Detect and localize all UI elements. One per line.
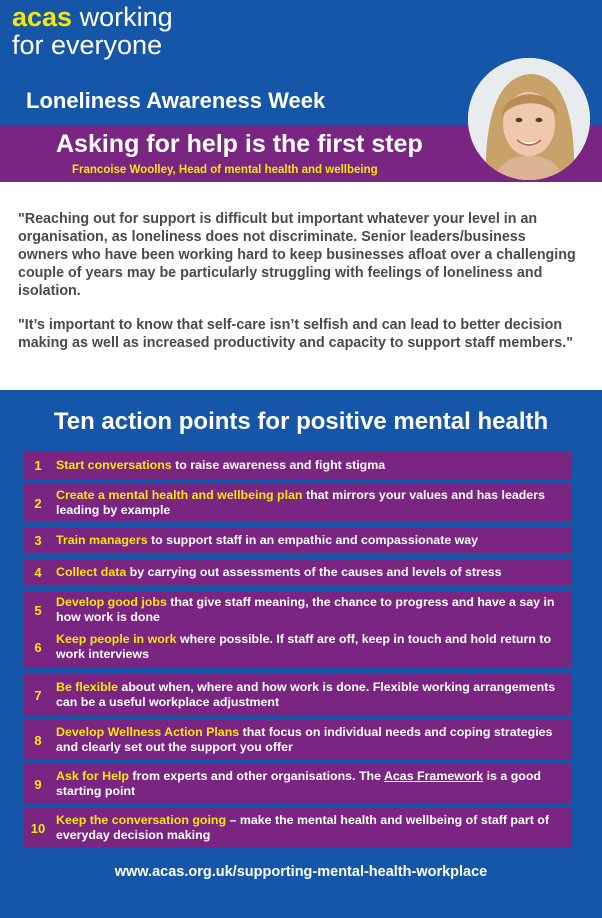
- action-text: [56, 533, 562, 548]
- action-highlight: Develop Wellness Action Plans: [56, 725, 240, 739]
- action-text: [56, 813, 562, 843]
- action-number: 3: [34, 533, 42, 548]
- action-item: [24, 591, 572, 629]
- quote-paragraph-2: "It’s important to know that self-care isn’t selfish and can lead to better decision making as well as increased productivity and capacity to support staff members.": [18, 317, 573, 351]
- action-item: [24, 720, 572, 760]
- action-description: about when, where and how work is done. Flexible working arrangements can be a useful workplace adjustment: [56, 680, 556, 709]
- action-item: [24, 626, 572, 668]
- logo-line1: working: [72, 2, 173, 32]
- portrait-image: [468, 58, 590, 180]
- action-item: [24, 452, 572, 479]
- action-number: 8: [34, 733, 42, 748]
- banner-title: Asking for help is the first step: [56, 130, 423, 158]
- action-description: by carrying out assessments of the causes and levels of stress: [126, 565, 502, 579]
- action-item: [24, 559, 572, 586]
- avatar: [468, 58, 590, 180]
- action-number: 1: [34, 458, 42, 473]
- action-number: 7: [34, 688, 42, 703]
- acas-logo: [12, 4, 173, 59]
- action-text: [56, 769, 562, 799]
- action-item: [24, 674, 572, 716]
- action-description: that mirrors your values and has leaders leading by example: [56, 488, 545, 517]
- action-highlight: Train managers: [56, 533, 148, 547]
- action-number: 4: [34, 565, 42, 580]
- action-number: 5: [34, 603, 42, 618]
- action-item: [24, 527, 572, 554]
- action-description: where possible. If staff are off, keep in touch and hold return to work interviews: [56, 632, 552, 661]
- action-item: [24, 764, 572, 804]
- action-highlight: Collect data: [56, 565, 127, 579]
- action-description: that give staff meaning, the chance to progress and have a say in how work is done: [56, 595, 555, 624]
- acas-framework-link[interactable]: Acas Framework: [383, 769, 484, 783]
- action-highlight: Ask for Help: [56, 769, 129, 783]
- action-item: [24, 808, 572, 848]
- action-highlight: Keep the conversation going: [56, 813, 227, 827]
- action-number: 10: [30, 821, 46, 836]
- action-text: [56, 595, 562, 625]
- action-number: 6: [34, 640, 42, 655]
- action-description-tail: is a good starting point: [56, 769, 541, 798]
- footer-url[interactable]: www.acas.org.uk/supporting-mental-health-workplace: [114, 864, 488, 880]
- action-highlight: Be flexible: [56, 680, 118, 694]
- logo-brand: acas: [12, 2, 73, 32]
- action-text: [56, 725, 562, 755]
- action-description: to raise awareness and fight stigma: [171, 458, 386, 472]
- quote-paragraph-1: "Reaching out for support is difficult but important whatever your level in an organisation, as loneliness does not discriminate. Senior leaders/business owners who have been working hard to keep businesses afloat over a challenging couple of years may be particularly struggling with feelings of loneliness and isolation.: [18, 211, 576, 299]
- action-description: – make the mental health and wellbeing of staff part of everyday decision making: [56, 813, 549, 842]
- action-description: to support staff in an empathic and compassionate way: [147, 533, 479, 547]
- action-description: from experts and other organisations. The: [128, 769, 384, 783]
- action-description: that focus on individual needs and coping strategies and clearly set out the support you offer: [56, 725, 553, 754]
- action-item: [24, 484, 572, 522]
- logo-line2: for everyone: [12, 30, 163, 60]
- action-highlight: Create a mental health and wellbeing plan: [56, 488, 303, 502]
- actions-title: Ten action points for positive mental health: [53, 408, 549, 435]
- banner-subtitle: Francoise Woolley, Head of mental health and wellbeing: [72, 164, 378, 176]
- action-highlight: Start conversations: [56, 458, 172, 472]
- action-highlight: Develop good jobs: [56, 595, 167, 609]
- week-title: Loneliness Awareness Week: [26, 88, 326, 113]
- action-text: [56, 488, 562, 518]
- action-text: [56, 565, 562, 580]
- action-number: 9: [34, 777, 42, 792]
- action-number: 2: [34, 496, 42, 511]
- action-text: [56, 632, 562, 662]
- action-text: [56, 458, 562, 473]
- action-text: [56, 680, 562, 710]
- action-highlight: Keep people in work: [56, 632, 177, 646]
